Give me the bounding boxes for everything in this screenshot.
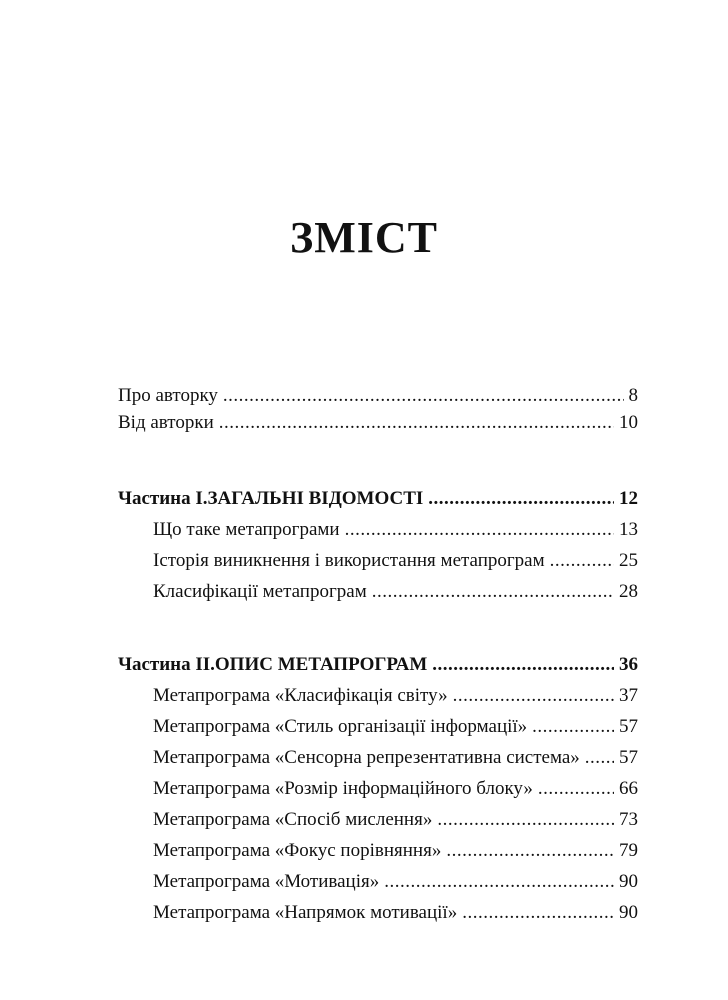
toc-item-block-size[interactable] <box>153 774 638 804</box>
toc-item-page-number: 79 <box>619 840 638 861</box>
toc-item-world-classification[interactable] <box>153 681 638 711</box>
toc-item-page-number: 37 <box>619 685 638 706</box>
toc-entry-label: Від авторки <box>118 412 214 433</box>
toc-entry-page-number: 8 <box>628 385 638 406</box>
toc-item-label: Метапрограма «Стиль організації інформації» <box>153 716 528 737</box>
toc-entry-from-author[interactable] <box>118 408 638 438</box>
toc-item-sensory-system[interactable] <box>153 743 638 773</box>
dot-leader <box>538 774 614 804</box>
toc-item-label: Метапрограма «Сенсорна репрезентативна система» <box>153 747 580 768</box>
toc-part-page-number: 36 <box>619 654 638 675</box>
toc-item-label: Метапрограма «Спосіб мислення» <box>153 809 433 830</box>
toc-item-page-number: 57 <box>619 747 638 768</box>
toc-item-page-number: 28 <box>619 581 638 602</box>
toc-part-2[interactable] <box>118 650 638 680</box>
toc-part-number: Частина II. <box>118 654 215 675</box>
dot-leader <box>550 546 614 576</box>
dot-leader <box>585 743 614 773</box>
toc-entry-about-author[interactable] <box>118 381 638 411</box>
dot-leader <box>437 805 614 835</box>
toc-item-page-number: 25 <box>619 550 638 571</box>
toc-item-page-number: 57 <box>619 716 638 737</box>
toc-item-history[interactable] <box>153 546 638 576</box>
toc-item-page-number: 73 <box>619 809 638 830</box>
dot-leader <box>345 515 614 545</box>
toc-item-label: Метапрограма «Класифікація світу» <box>153 685 448 706</box>
toc-item-label: Метапрограма «Розмір інформаційного блоку» <box>153 778 533 799</box>
toc-item-way-of-thinking[interactable] <box>153 805 638 835</box>
toc-item-motivation[interactable] <box>153 867 638 897</box>
dot-leader <box>453 681 614 711</box>
dot-leader <box>223 381 624 411</box>
toc-item-label: Метапрограма «Напрямок мотивації» <box>153 902 458 923</box>
toc-part-1[interactable] <box>118 484 638 514</box>
toc-item-page-number: 13 <box>619 519 638 540</box>
dot-leader <box>372 577 614 607</box>
dot-leader <box>219 408 614 438</box>
dot-leader <box>532 712 614 742</box>
dot-leader <box>428 484 614 514</box>
toc-item-classifications[interactable] <box>153 577 638 607</box>
toc-entry-label: Про авторку <box>118 385 218 406</box>
dot-leader <box>446 836 614 866</box>
toc-item-page-number: 90 <box>619 871 638 892</box>
toc-item-comparison-focus[interactable] <box>153 836 638 866</box>
page-title: ЗМІСТ <box>290 213 438 262</box>
toc-item-motivation-direction[interactable] <box>153 898 638 928</box>
toc-item-label: Що таке метапрограми <box>153 519 340 540</box>
toc-item-page-number: 66 <box>619 778 638 799</box>
toc-item-information-style[interactable] <box>153 712 638 742</box>
toc-item-label: Метапрограма «Фокус порівняння» <box>153 840 442 861</box>
dot-leader <box>384 867 614 897</box>
dot-leader <box>432 650 614 680</box>
toc-item-label: Класифікації метапрограм <box>153 581 367 602</box>
dot-leader <box>462 898 614 928</box>
toc-entry-page-number: 10 <box>619 412 638 433</box>
toc-part-number: Частина I. <box>118 488 208 509</box>
toc-item-page-number: 90 <box>619 902 638 923</box>
toc-item-what-are-metaprograms[interactable] <box>153 515 638 545</box>
toc-part-page-number: 12 <box>619 488 638 509</box>
toc-item-label: Історія виникнення і використання метапрограм <box>153 550 545 571</box>
toc-item-label: Метапрограма «Мотивація» <box>153 871 380 892</box>
toc-part-title: ЗАГАЛЬНІ ВІДОМОСТІ <box>207 488 424 509</box>
toc-part-title: ОПИС МЕТАПРОГРАМ <box>214 654 428 675</box>
